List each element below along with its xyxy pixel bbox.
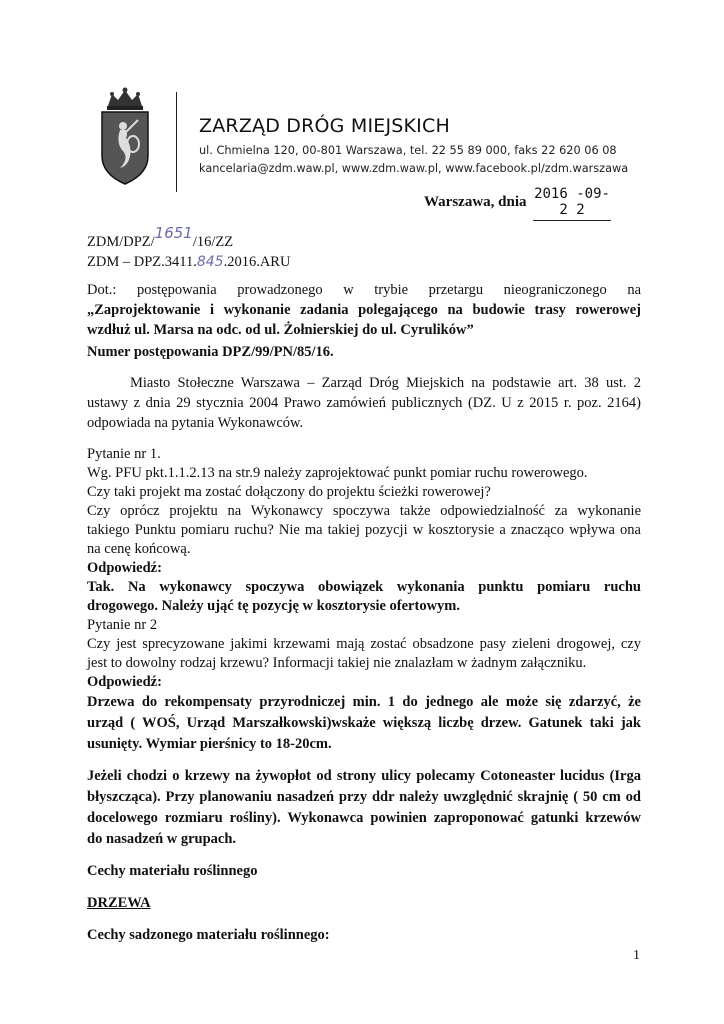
reference-number-2: ZDM – DPZ.3411.845.2016.ARU [87,254,291,270]
question-2-title: Pytanie nr 2 [87,617,158,633]
warsaw-coat-of-arms-logo [96,86,154,186]
header-divider [176,92,177,192]
question-2-line: Czy jest sprecyzowane jakimi krzewami mają zostać obsadzone pasy zieleni drogowej, czy [87,636,641,652]
question-1-title: Pytanie nr 1. [87,446,161,462]
organization-name: ZARZĄD DRÓG MIEJSKICH [199,115,450,137]
page-number: 1 [633,948,640,963]
subject-line-1: Dot.: postępowania prowadzonego w trybie przetargu nieograniczonego na [87,282,641,298]
intro-line-3: odpowiada na pytania Wykonawców. [87,415,304,431]
question-1-line: Wg. PFU pkt.1.1.2.13 na str.9 należy zaprojektować punkt pomiar ruchu rowerowego. [87,465,588,481]
handwritten-number: 845 [196,254,224,270]
answer-2-shrubs-line: docelowego rozmiaru rośliny). Wykonawca powinien zaproponować gatunki krzewów [87,810,641,826]
answer-2-label: Odpowiedź: [87,674,162,690]
reference-number-1: ZDM/DPZ/1651/16/ZZ [87,224,234,250]
section-heading-drzewa: DRZEWA [87,895,151,911]
question-1-line: na cenę końcową. [87,541,191,557]
question-2-line: jest to dowolny rodzaj krzewu? Informacji takiej nie znalazłam w żadnym załączniku. [87,655,587,671]
answer-1-line: drogowego. Należy ująć tę pozycję w kosztorysie ofertowym. [87,598,460,614]
procedure-number: Numer postępowania DPZ/99/PN/85/16. [87,344,334,360]
organization-address: ul. Chmielna 120, 00-801 Warszawa, tel. 22 55 89 000, faks 22 620 06 08 [199,144,617,157]
intro-line-1: Miasto Stołeczne Warszawa – Zarząd Dróg Miejskich na podstawie art. 38 ust. 2 [130,375,641,391]
answer-2-shrubs-line: Jeżeli chodzi o krzewy na żywopłot od strony ulicy polecamy Cotoneaster lucidus (Irga [87,768,641,784]
answer-2-line: Drzewa do rekompensaty przyrodniczej min. 1 do jednego ale może się zdarzyć, że [87,694,641,710]
section-heading: Cechy sadzonego materiału roślinnego: [87,927,330,943]
organization-contacts: kancelaria@zdm.waw.pl, www.zdm.waw.pl, www.facebook.pl/zdm.warszawa [199,162,629,175]
answer-2-line: urząd ( WOŚ, Urząd Marszałkowski)wskaże większą liczbę drzew. Gatunek taki jak [87,715,641,731]
answer-2-line: usunięty. Wymiar pierśnicy to 18-20cm. [87,736,332,752]
question-1-line: takiego Punktu pomiaru ruchu? Nie ma takiej pozycji w kosztorysie a znacząco wpływa ona [87,522,641,538]
date-stamp: 2016 -09- 2 2 [533,186,611,221]
handwritten-number: 1651 [154,224,193,242]
answer-1-label: Odpowiedź: [87,560,162,576]
intro-line-2: ustawy z dnia 29 stycznia 2004 Prawo zamówień publicznych (DZ. U z 2015 r. poz. 2164) [87,395,641,411]
answer-2-shrubs-line: błyszcząca). Przy planowaniu nasadzeń przy ddr należy uwzględnić skrajnię ( 50 cm od [87,789,641,805]
answer-1-line: Tak. Na wykonawcy spoczywa obowiązek wykonania punktu pomiaru ruchu [87,579,641,595]
section-heading: Cechy materiału roślinnego [87,863,258,879]
answer-2-shrubs-line: do nasadzeń w grupach. [87,831,237,847]
question-1-line: Czy oprócz projektu na Wykonawcy spoczywa także odpowiedzialność za wykonanie [87,503,641,519]
question-1-line: Czy taki projekt ma zostać dołączony do projektu ścieżki rowerowej? [87,484,491,500]
date-label: Warszawa, dnia [424,194,527,210]
subject-line-3: wzdłuż ul. Marsa na odc. od ul. Żołnierskiej do ul. Cyrulików” [87,322,474,338]
subject-line-2: „Zaprojektowanie i wykonanie zadania polegającego na budowie trasy rowerowej [87,302,641,318]
